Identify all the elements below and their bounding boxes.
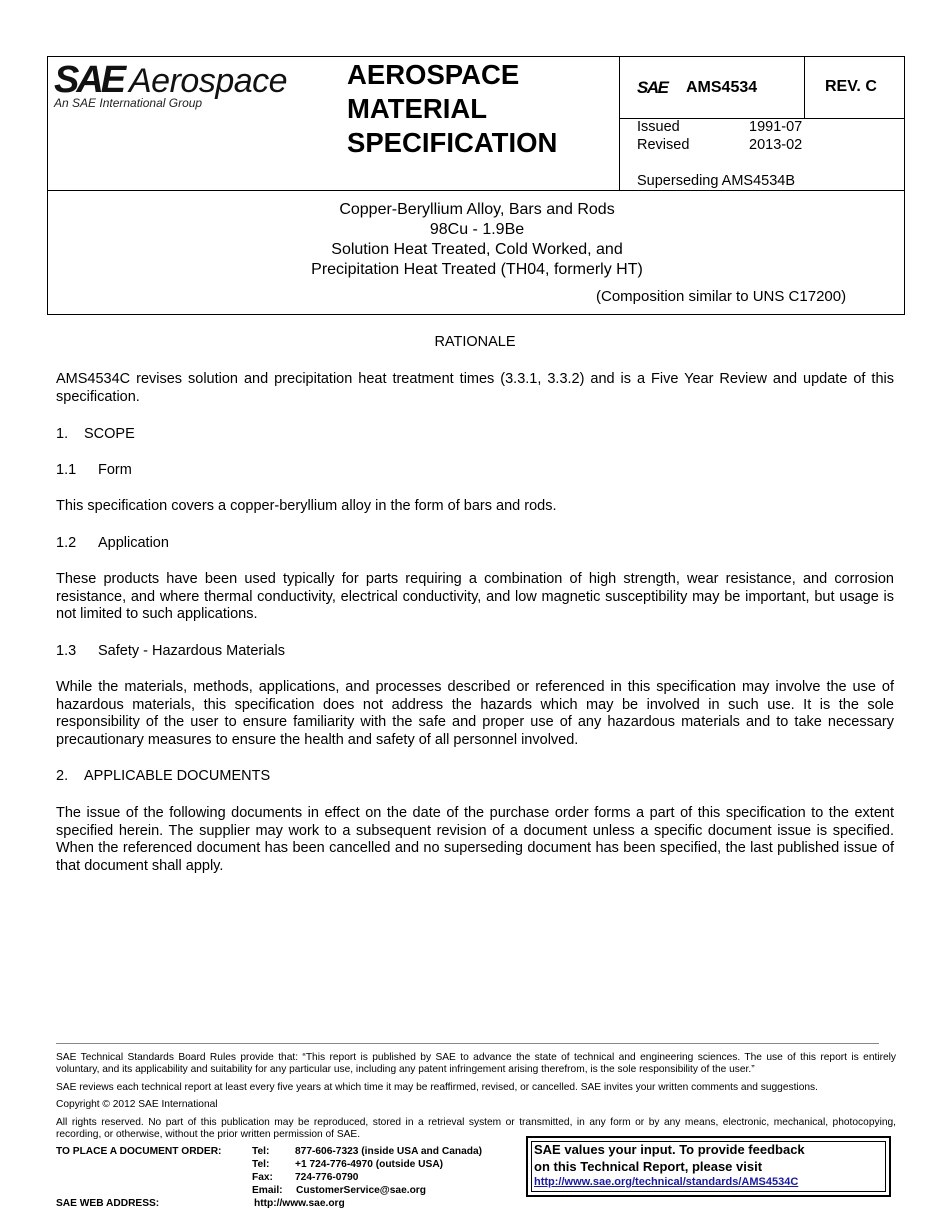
- fax-label: Fax:: [252, 1172, 273, 1183]
- footer-copyright: Copyright © 2012 SAE International: [56, 1099, 218, 1110]
- spec-number: AMS4534: [686, 79, 758, 96]
- section-1-1-text: This specification covers a copper-beryllium alloy in the form of bars and rods.: [56, 498, 557, 514]
- email-label: Email:: [252, 1185, 283, 1196]
- section-1-number: 1.: [56, 426, 69, 442]
- tel-outside-usa: +1 724-776-4970 (outside USA): [295, 1159, 444, 1170]
- footer-rules-text: SAE Technical Standards Board Rules provide that: “This report is published by SAE to advance the state of technical and engineering sciences. The use of this report is entirely voluntary, and its applicability and suitability for any particular use, including any patent infringement arising therefrom, is the sole responsibility of the user.”: [56, 1052, 896, 1075]
- section-1-3-text: While the materials, methods, applications, and processes described or referenced in this specification may involve the use of hazardous materials, this specification does not address the hazards which may be involved in such use. It is the sole responsibility of the user to ensure familiarity with the safe and proper use of any hazardous materials and to take necessary precautionary measures to ensure the health and safety of all personnel involved.: [56, 679, 894, 748]
- rationale-heading: RATIONALE: [434, 334, 516, 350]
- header-table: [47, 56, 905, 315]
- section-1-title: SCOPE: [84, 426, 135, 442]
- web-address[interactable]: http://www.sae.org: [254, 1198, 345, 1209]
- section-1-2-number: 1.2: [56, 535, 77, 551]
- web-label: SAE WEB ADDRESS:: [56, 1198, 160, 1209]
- section-1-2-title: Application: [98, 535, 169, 551]
- header-vline-left: [619, 57, 620, 190]
- subtitle-line-4: Precipitation Heat Treated (TH04, formerly HT): [311, 261, 643, 278]
- subtitle-line-2: 98Cu - 1.9Be: [429, 221, 525, 238]
- feedback-box: [526, 1136, 891, 1197]
- feedback-link[interactable]: http://www.sae.org/technical/standards/AMS4534C: [534, 1176, 799, 1188]
- feedback-line-1: SAE values your input. To provide feedback: [534, 1142, 805, 1157]
- section-1-1-number: 1.1: [56, 462, 77, 478]
- issued-label: Issued: [637, 119, 680, 135]
- sae-small-logo: SAE: [637, 78, 668, 97]
- section-1-2-text: These products have been used typically for parts requiring a combination of high strength, wear resistance, and corrosion resistance, and where thermal conductivity, electrical conductivity, and low magnetic susceptibility may be important, but usage is not limited to such applications.: [56, 571, 894, 622]
- rationale-text: AMS4534C revises solution and precipitation heat treatment times (3.3.1, 3.3.2) and is a Five Year Review and update of this specification.: [56, 371, 894, 405]
- title-line-3: SPECIFICATION: [347, 127, 558, 158]
- section-1-3-title: Safety - Hazardous Materials: [98, 643, 285, 659]
- section-1-1-title: Form: [98, 462, 132, 478]
- composition-note: (Composition similar to UNS C17200): [596, 288, 847, 305]
- header-vline-right: [804, 57, 805, 118]
- tel-label-2: Tel:: [252, 1159, 270, 1170]
- section-1-3-number: 1.3: [56, 643, 77, 659]
- superseding-note: Superseding AMS4534B: [637, 173, 795, 189]
- section-2-text: The issue of the following documents in effect on the date of the purchase order forms a part of this specification to the extent specified herein. The supplier may work to a subsequent revision of a document unless a specific document issue is specified. When the referenced document has been cancelled and no superseding document has been specified, the last published issue of that document shall apply.: [56, 805, 894, 874]
- title-line-1: AEROSPACE: [347, 59, 520, 90]
- issued-value: 1991-07: [749, 119, 803, 135]
- aerospace-logo-text: Aerospace: [129, 62, 288, 100]
- sae-logo: SAE: [54, 59, 124, 101]
- email-address[interactable]: CustomerService@sae.org: [296, 1185, 426, 1196]
- fax-number: 724-776-0790: [295, 1172, 359, 1183]
- document-title: [347, 58, 557, 160]
- section-2-number: 2.: [56, 768, 69, 784]
- title-line-2: MATERIAL: [347, 93, 488, 124]
- header-divider: [48, 190, 904, 191]
- subtitle-line-1: Copper-Beryllium Alloy, Bars and Rods: [339, 201, 615, 218]
- footer-rights-text: All rights reserved. No part of this publication may be reproduced, stored in a retrieval system or transmitted, in any form or by any means, electronic, mechanical, photocopying, recording, or otherwise, without the prior written permission of SAE.: [56, 1117, 896, 1140]
- footer-rule: [56, 1043, 879, 1044]
- revision-label: REV. C: [825, 78, 877, 95]
- subtitle-line-3: Solution Heat Treated, Cold Worked, and: [331, 241, 623, 258]
- footer-review-text: SAE reviews each technical report at least every five years at which time it may be reaffirmed, revised, or cancelled. SAE invites your written comments and suggestions.: [56, 1082, 818, 1093]
- tel-label-1: Tel:: [252, 1146, 270, 1157]
- tel-inside-usa: 877-606-7323 (inside USA and Canada): [295, 1146, 483, 1157]
- revised-value: 2013-02: [749, 137, 803, 153]
- section-2-title: APPLICABLE DOCUMENTS: [84, 768, 271, 784]
- revised-label: Revised: [637, 137, 690, 153]
- logo-subtitle: An SAE International Group: [54, 96, 203, 110]
- order-label: TO PLACE A DOCUMENT ORDER:: [56, 1146, 222, 1157]
- feedback-line-2: on this Technical Report, please visit: [534, 1159, 763, 1174]
